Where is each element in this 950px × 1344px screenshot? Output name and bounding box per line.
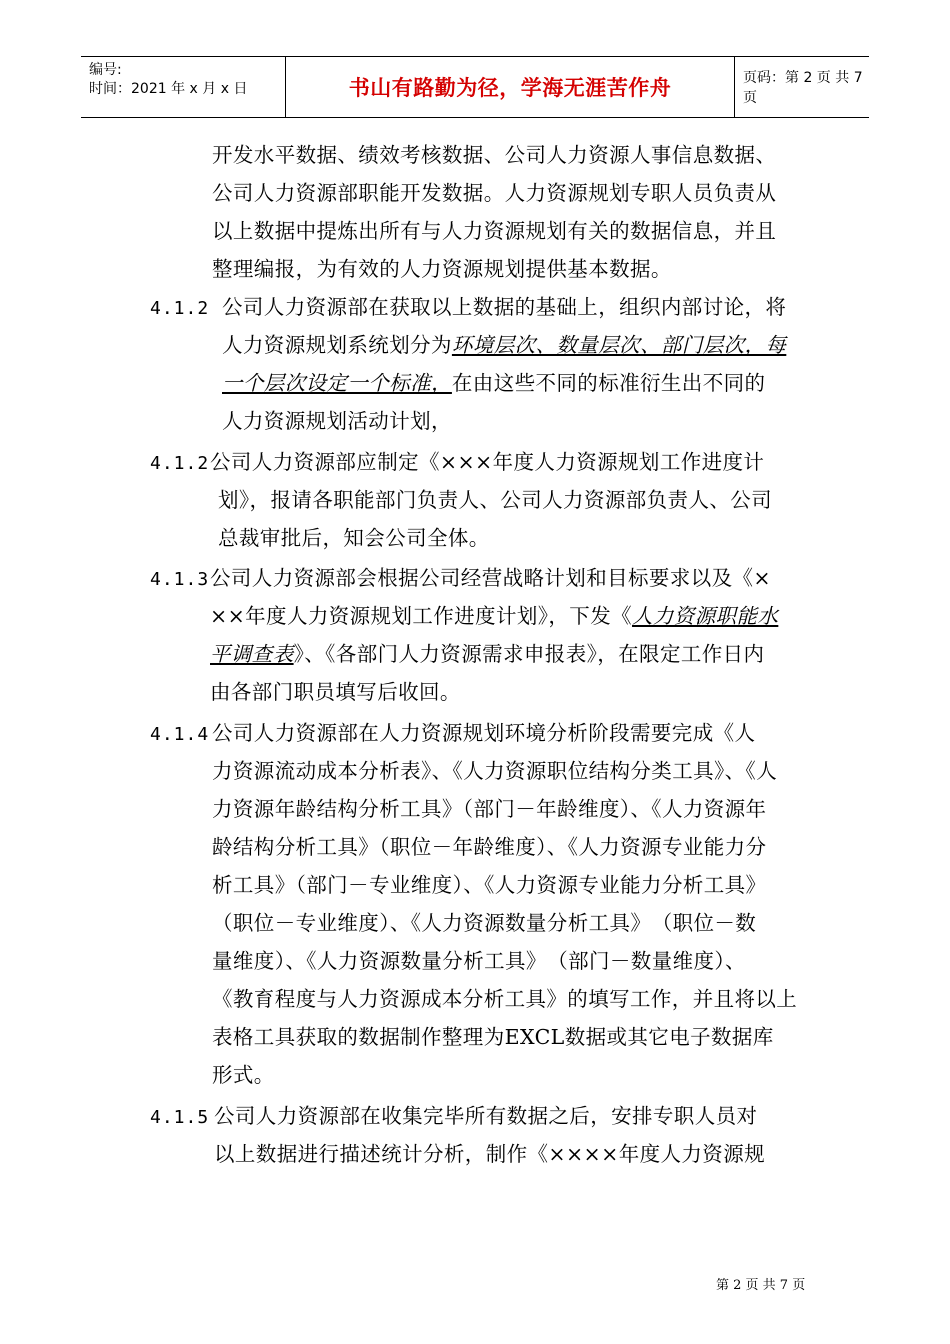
section-number: 4.1.3 <box>150 569 210 590</box>
time-label: 时间：2021 年 x 月 x 日 <box>89 81 248 97</box>
document-header <box>81 56 869 118</box>
body-line: 总裁审批后，知会公司全体。 <box>218 526 490 550</box>
section-number: 4.1.2 <box>150 298 210 319</box>
body-text: 在由这些不同的标准衍生出不同的 <box>451 371 766 395</box>
body-line: 公司人力资源部会根据公司经营战略计划和目标要求以及《× <box>210 566 771 590</box>
body-line: 开发水平数据、绩效考核数据、公司人力资源人事信息数据、 <box>212 143 777 167</box>
emphasis-text: 一个层次设定一个标准， <box>222 371 452 395</box>
header-motto: 书山有路勤为径，学海无涯苦作舟 <box>285 57 735 117</box>
body-line: 力资源年龄结构分析工具》（部门－年龄维度）、《人力资源年 <box>212 797 767 821</box>
body-line: 以上数据中提炼出所有与人力资源规划有关的数据信息，并且 <box>212 219 777 243</box>
body-line: 整理编报，为有效的人力资源规划提供基本数据。 <box>212 257 672 281</box>
body-line <box>222 326 786 364</box>
body-line <box>210 597 778 635</box>
body-line: 以上数据进行描述统计分析，制作《××××年度人力资源规 <box>214 1142 766 1166</box>
body-line: 公司人力资源部职能开发数据。人力资源规划专职人员负责从 <box>212 181 777 205</box>
body-line: 龄结构分析工具》（职位－年龄维度）、《人力资源专业能力分 <box>212 835 767 859</box>
body-text: 》、《各部门人力资源需求申报表》，在限定工作日内 <box>293 642 765 666</box>
emphasis-text: 环境层次、数量层次、部门层次，每 <box>451 333 787 357</box>
header-meta <box>81 57 285 117</box>
code-label: 编号: <box>89 62 122 78</box>
body-line: 由各部门职员填写后收回。 <box>210 680 461 704</box>
body-line: 公司人力资源部在人力资源规划环境分析阶段需要完成《人 <box>212 721 756 745</box>
body-line: 公司人力资源部在获取以上数据的基础上，组织内部讨论，将 <box>222 295 787 319</box>
body-line: 公司人力资源部应制定《×××年度人力资源规划工作进度计 <box>210 450 765 474</box>
section-number: 4.1.5 <box>150 1107 210 1128</box>
footer-page-info: 第 2 页 共 7 页 <box>716 1278 806 1293</box>
body-line: 划》，报请各职能部门负责人、公司人力资源部负责人、公司 <box>218 488 773 512</box>
header-page-info: 页码：第 2 页 共 7 页 <box>743 70 863 106</box>
body-line: 力资源流动成本分析表》、《人力资源职位结构分类工具》、《人 <box>212 759 778 783</box>
body-line: 量维度）、《人力资源数量分析工具》 （部门－数量维度）、 <box>212 949 746 973</box>
body-line <box>210 635 764 673</box>
body-text: ××年度人力资源规划工作进度计划》，下发《 <box>210 604 633 628</box>
section-number: 4.1.4 <box>150 724 210 745</box>
body-line <box>222 364 765 402</box>
body-line: 公司人力资源部在收集完毕所有数据之后，安排专职人员对 <box>214 1104 758 1128</box>
body-line: 人力资源规划活动计划， <box>222 409 452 433</box>
emphasis-text: 人力资源职能水 <box>632 604 779 628</box>
body-line: 形式。 <box>212 1063 275 1087</box>
body-line: 《教育程度与人力资源成本分析工具》的填写工作，并且将以上 <box>212 987 798 1011</box>
emphasis-text: 平调查表 <box>210 642 294 666</box>
body-line: 析工具》（部门－专业维度）、《人力资源专业能力分析工具》 <box>212 873 767 897</box>
body-line: 表格工具获取的数据制作整理为EXCL数据或其它电子数据库 <box>212 1025 774 1049</box>
body-text: 人力资源规划系统划分为 <box>222 333 452 357</box>
body-line: （职位－专业维度）、《人力资源数量分析工具》 （职位－数 <box>212 911 757 935</box>
section-number: 4.1.2 <box>150 453 210 474</box>
